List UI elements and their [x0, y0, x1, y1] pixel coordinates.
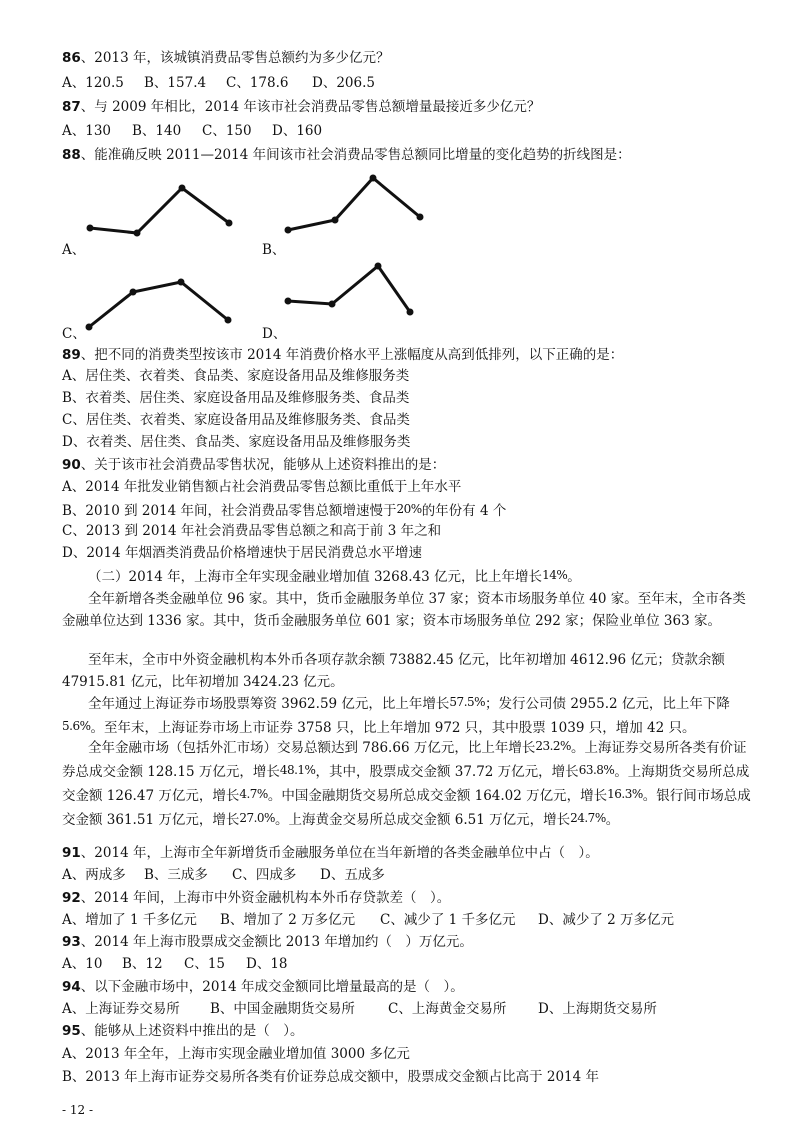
passage-text: 。至年末，上海证券市场上市证券 3758 只，比上年增加 972 只，其中股票 1039 只，增加 42 只。 — [90, 720, 696, 736]
percent-value: 14% — [542, 568, 568, 582]
option-c: C、15 — [184, 956, 226, 972]
option-b: B、12 — [122, 956, 163, 972]
question-number: 94 — [62, 979, 81, 995]
data-point — [407, 309, 414, 316]
option-b: B、157.4 — [144, 75, 207, 91]
option-a: A、130 — [62, 123, 112, 139]
question-number: 87 — [62, 99, 81, 115]
chart-label-d: D、 — [262, 326, 287, 342]
question-text: 、2013 年，该城镇消费品零售总额约为多少亿元？ — [80, 50, 390, 66]
option-d: D、上海期货交易所 — [538, 1001, 657, 1017]
option-c: C、四成多 — [232, 867, 297, 883]
passage-text: ，其中，股票成交金额 37.72 万亿元，增长 — [315, 764, 579, 780]
question-text: 、把不同的消费类型按该市 2014 年消费价格水平上涨幅度从高到低排列，以下正确的是： — [80, 347, 624, 363]
percent-value: 48.1% — [279, 763, 316, 777]
line-chart-option-d — [280, 258, 430, 320]
data-point — [285, 298, 292, 305]
option-a: A、居住类、衣着类、食品类、家庭设备用品及维修服务类 — [62, 368, 410, 384]
chart-label-c: C、 — [62, 326, 86, 342]
passage-text: 。 — [605, 812, 620, 828]
option-d: D、衣着类、居住类、食品类、家庭设备用品及维修服务类 — [62, 434, 411, 450]
chart-label-b: B、 — [262, 242, 286, 258]
option-a: A、2013 年全年，上海市实现金融业增加值 3000 多亿元 — [62, 1046, 410, 1062]
options-94 — [62, 999, 657, 1019]
data-point — [417, 214, 424, 221]
data-point — [225, 317, 232, 324]
passage-text: （二）2014 年，上海市全年实现金融业增加值 3268.43 亿元，比上年增长 — [88, 569, 543, 585]
data-point — [329, 301, 336, 308]
question-text: 、2014 年上海市股票成交金额比 2013 年增加约（ ）万亿元。 — [80, 934, 473, 950]
option-c: C、150 — [202, 123, 252, 139]
option-d: D、减少了 2 万多亿元 — [538, 912, 674, 928]
passage-text: 全年金融市场（包括外汇市场）交易总额达到 786.66 万亿元，比上年增长 — [88, 740, 536, 756]
passage-text: 。银行间市场总成交金额 361.51 万亿元，增长 — [62, 788, 751, 828]
passage-text: 。上海证券交易所各类有价证券总成交金额 128.15 万亿元，增长 — [62, 740, 747, 780]
data-point — [87, 225, 94, 232]
question-number: 90 — [62, 457, 81, 473]
question-number: 86 — [62, 50, 81, 66]
options-93 — [62, 954, 288, 974]
option-a: A、上海证券交易所 — [62, 1001, 180, 1017]
passage-text: 。中国金融期货交易所总成交金额 164.02 万亿元，增长 — [267, 788, 608, 804]
question-number: 88 — [62, 147, 81, 163]
question-89 — [62, 345, 623, 365]
option-c: C、2013 到 2014 年社会消费品零售总额之和高于前 3 年之和 — [62, 523, 442, 539]
question-number: 92 — [62, 890, 81, 906]
data-point — [130, 289, 137, 296]
option-b-text: B、2010 到 2014 年间，社会消费品零售总额增速慢于 — [62, 503, 397, 519]
passage-text: 。 — [567, 569, 581, 585]
percent-value: 23.2% — [535, 739, 571, 753]
line-chart-option-b — [280, 170, 440, 240]
percent-value: 4.7% — [239, 787, 268, 801]
question-text: 、关于该市社会消费品零售状况，能够从上述资料推出的是： — [80, 457, 446, 473]
options-86 — [62, 73, 375, 93]
passage-text: 。上海期货交易所总成交金额 126.47 万亿元，增长 — [62, 764, 750, 804]
data-point — [285, 227, 292, 234]
trend-line — [90, 188, 229, 233]
question-text: 、能准确反映 2011—2014 年间该市社会消费品零售总额同比增量的变化趋势的折线图是： — [80, 147, 631, 163]
line-chart-option-c — [80, 272, 240, 334]
question-95 — [62, 1021, 304, 1041]
option-d: D、206.5 — [312, 75, 375, 91]
option-b-text-end: 的年份有 4 个 — [421, 503, 507, 519]
passage-text: 全年通过上海证券市场股票筹资 3962.59 亿元，比上年增长 — [88, 696, 450, 712]
percent-value: 5.6% — [62, 719, 91, 733]
option-c: C、上海黄金交易所 — [388, 1001, 507, 1017]
question-number: 91 — [62, 845, 81, 861]
data-point — [370, 175, 377, 182]
passage-paragraph-markets — [62, 735, 752, 831]
options-87 — [62, 121, 322, 141]
option-c: C、居住类、衣着类、家庭设备用品及维修服务类、食品类 — [62, 412, 410, 428]
data-point — [179, 185, 186, 192]
option-a: A、2014 年批发业销售额占社会消费品零售总额比重低于上年水平 — [62, 479, 462, 495]
passage-text: 。上海黄金交易所总成交金额 6.51 万亿元，增长 — [274, 812, 571, 828]
percent-value: 16.3% — [607, 787, 643, 801]
option-c: C、178.6 — [226, 75, 289, 91]
question-text: 、能够从上述资料中推出的是（ ）。 — [80, 1023, 304, 1039]
options-91 — [62, 865, 385, 885]
question-text: 、与 2009 年相比，2014 年该市社会消费品零售总额增量最接近多少亿元？ — [80, 99, 541, 115]
option-b — [62, 499, 506, 521]
options-92 — [62, 910, 674, 930]
question-text: 、2014 年间，上海市中外资金融机构本外币存贷款差（ ）。 — [80, 890, 451, 906]
option-b: B、增加了 2 万多亿元 — [220, 912, 356, 928]
passage-paragraph-units: 全年新增各类金融单位 96 家。其中，货币金融服务单位 37 家；资本市场服务单位 40 家。至年末，全市各类金融单位达到 1336 家。其中，货币金融服务单位 601 家；资本市场服务单位 292 家；保险业单位 363 家。 — [62, 591, 746, 629]
trend-line — [288, 266, 410, 312]
percent-value: 24.7% — [570, 811, 606, 825]
option-c: C、减少了 1 千多亿元 — [380, 912, 516, 928]
page-number: - 12 - — [62, 1103, 94, 1117]
data-point — [375, 263, 382, 270]
trend-line — [89, 282, 228, 327]
percent-value: 63.8% — [578, 763, 615, 777]
passage-text: ；发行公司债 2955.2 亿元，比上年下降 — [485, 696, 730, 712]
data-point — [226, 220, 233, 227]
percent-value: 20% — [396, 502, 422, 516]
option-b: B、三成多 — [144, 867, 208, 883]
trend-line — [288, 178, 420, 230]
passage-intro — [88, 565, 581, 587]
question-text: 、以下金融市场中，2014 年成交金额同比增量最高的是（ ）。 — [80, 979, 464, 995]
question-94 — [62, 977, 464, 997]
option-b: B、140 — [132, 123, 182, 139]
data-point — [178, 279, 185, 286]
option-b: B、中国金融期货交易所 — [210, 1001, 355, 1017]
question-92 — [62, 888, 450, 908]
chart-label-a: A、 — [62, 242, 86, 258]
option-b: B、2013 年上海市证券交易所各类有价证券总成交额中，股票成交金额占比高于 2014 年 — [62, 1069, 600, 1085]
data-point — [134, 230, 141, 237]
option-a: A、120.5 — [62, 75, 124, 91]
option-d: D、160 — [272, 123, 323, 139]
question-number: 93 — [62, 934, 81, 950]
option-a: A、10 — [62, 956, 103, 972]
question-87 — [62, 97, 540, 117]
option-a: A、增加了 1 千多亿元 — [62, 912, 197, 928]
option-b: B、衣着类、居住类、家庭设备用品及维修服务类、食品类 — [62, 390, 410, 406]
question-number: 89 — [62, 347, 81, 363]
option-d: D、五成多 — [320, 867, 385, 883]
option-a: A、两成多 — [62, 867, 126, 883]
question-text: 、2014 年，上海市全年新增货币金融服务单位在当年新增的各类金融单位中占（ ）。 — [80, 845, 599, 861]
question-88 — [62, 145, 631, 165]
data-point — [86, 324, 93, 331]
line-chart-option-a — [80, 178, 240, 238]
question-90 — [62, 455, 445, 475]
percent-value: 57.5% — [449, 695, 486, 709]
data-point — [332, 217, 339, 224]
question-91 — [62, 843, 599, 863]
option-d: D、18 — [246, 956, 288, 972]
question-86 — [62, 48, 389, 68]
passage-paragraph-securities — [62, 691, 752, 739]
question-number: 95 — [62, 1023, 81, 1039]
option-d: D、2014 年烟酒类消费品价格增速快于居民消费总水平增速 — [62, 545, 422, 561]
percent-value: 27.0% — [239, 811, 275, 825]
passage-paragraph-deposits: 至年末，全市中外资金融机构本外币各项存款余额 73882.45 亿元，比年初增加 4612.96 亿元；贷款余额 47915.81 亿元，比年初增加 3424.23 亿元。 — [62, 652, 725, 690]
question-93 — [62, 932, 473, 952]
